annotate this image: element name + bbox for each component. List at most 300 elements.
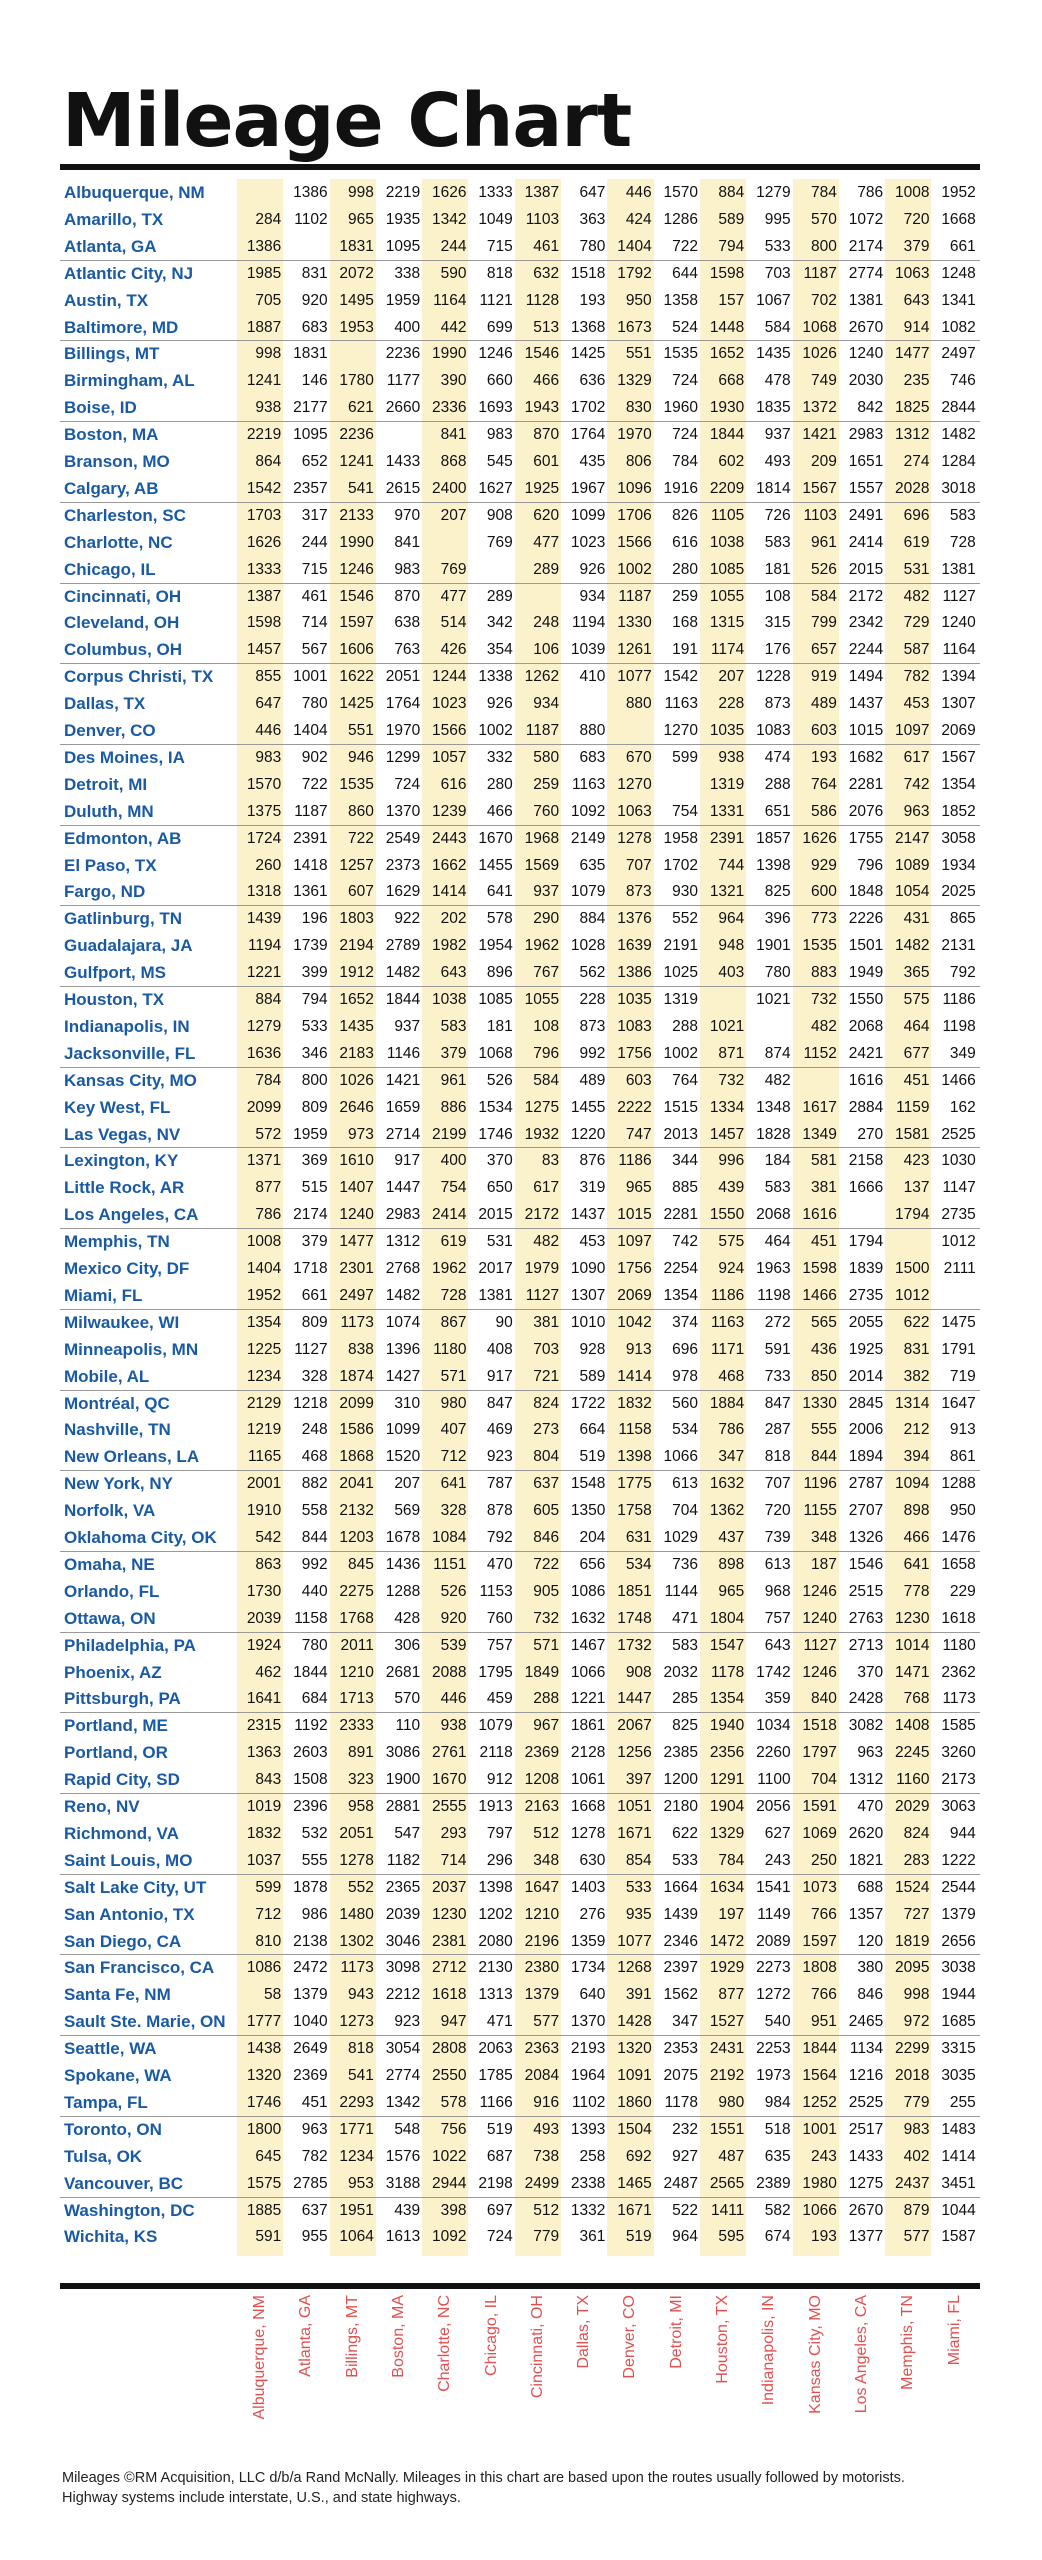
mileage-cell: 1035 <box>617 991 652 1008</box>
mileage-cell: 2670 <box>848 318 884 336</box>
mileage-cell: 2761 <box>432 1744 467 1762</box>
mileage-cell: 1878 <box>293 1878 328 1896</box>
mileage-cell: 2346 <box>663 1932 698 1950</box>
mileage-cell: 599 <box>672 748 698 766</box>
mileage-cell: 1127 <box>803 1636 837 1654</box>
mileage-cell: 724 <box>394 775 421 793</box>
mileage-cell: 1342 <box>432 210 467 228</box>
mileage-cell: 274 <box>903 453 930 470</box>
mileage-cell: 2336 <box>432 399 467 417</box>
mileage-cell: 410 <box>579 668 606 686</box>
mileage-cell: 1128 <box>525 291 560 309</box>
group-separator <box>60 1712 980 1713</box>
mileage-cell: 1428 <box>617 2013 652 2031</box>
mileage-cell: 1457 <box>246 641 282 659</box>
column-label: Houston, TX <box>714 2295 731 2384</box>
row-city: Rapid City, SD <box>64 1770 180 1790</box>
mileage-cell: 176 <box>764 641 791 659</box>
mileage-cell: 577 <box>903 2228 930 2246</box>
mileage-cell: 1792 <box>617 264 652 282</box>
mileage-cell: 2333 <box>339 1717 374 1735</box>
mileage-cell: 2431 <box>709 2040 745 2058</box>
mileage-cell: 365 <box>903 964 930 982</box>
mileage-cell: 1348 <box>756 1098 791 1116</box>
mileage-cell: 1230 <box>432 1905 467 1923</box>
mileage-cell: 891 <box>348 1744 374 1762</box>
mileage-cell: 980 <box>440 1394 467 1412</box>
mileage-cell: 288 <box>672 1017 698 1035</box>
mileage-cell: 1668 <box>941 210 976 228</box>
mileage-cell: 1394 <box>941 668 976 686</box>
mileage-cell: 929 <box>811 856 837 874</box>
mileage-cell: 1240 <box>802 1609 837 1627</box>
mileage-cell: 541 <box>348 2067 374 2084</box>
mileage-cell: 2713 <box>848 1636 884 1654</box>
mileage-cell: 923 <box>486 1448 513 1466</box>
mileage-cell: 605 <box>533 1502 560 1520</box>
row-city: San Antonio, TX <box>64 1904 195 1924</box>
mileage-cell: 838 <box>348 1340 374 1358</box>
mileage-cell: 830 <box>625 399 652 417</box>
mileage-cell: 699 <box>486 318 513 336</box>
mileage-cell: 1333 <box>246 560 282 578</box>
mileage-cell: 2209 <box>709 479 745 497</box>
mileage-cell: 1244 <box>432 668 467 686</box>
mileage-cell: 1334 <box>709 1098 745 1116</box>
mileage-cell: 519 <box>625 2228 652 2246</box>
row-city: Cincinnati, OH <box>64 586 182 606</box>
mileage-cell: 2369 <box>524 1744 560 1762</box>
mileage-cell: 724 <box>672 372 698 390</box>
mileage-cell: 446 <box>255 722 282 739</box>
mileage-cell: 1164 <box>433 291 467 309</box>
mileage-cell: 2487 <box>663 2174 698 2192</box>
mileage-cell: 1086 <box>570 1582 606 1600</box>
mileage-cell: 2147 <box>895 829 930 847</box>
column-label: Dallas, TX <box>575 2295 593 2369</box>
mileage-cell: 1332 <box>570 2201 606 2219</box>
mileage-cell: 464 <box>903 1017 930 1035</box>
mileage-cell: 860 <box>348 802 374 820</box>
mileage-cell: 935 <box>625 1905 652 1923</box>
mileage-cell: 703 <box>533 1340 560 1358</box>
mileage-cell: 1320 <box>617 2040 652 2058</box>
mileage-cell: 2128 <box>570 1744 606 1762</box>
mileage-cell: 196 <box>301 910 328 928</box>
mileage-cell: 1202 <box>478 1905 513 1923</box>
mileage-cell: 1001 <box>802 2120 837 2138</box>
mileage-cell: 1550 <box>848 991 884 1008</box>
mileage-cell: 636 <box>579 372 606 390</box>
mileage-cell: 2603 <box>293 1744 328 1762</box>
mileage-cell: 2472 <box>293 1959 328 1977</box>
mileage-cell: 1622 <box>339 668 374 686</box>
mileage-cell: 824 <box>903 1824 930 1842</box>
mileage-cell: 519 <box>579 1448 606 1466</box>
mileage-cell: 2356 <box>709 1744 745 1762</box>
mileage-cell: 876 <box>579 1152 606 1170</box>
mileage-cell: 2015 <box>478 1206 513 1224</box>
mileage-cell: 3038 <box>941 1959 976 1977</box>
footnote: Mileages ©RM Acquisition, LLC d/b/a Rand McNally. Mileages in this chart are based upon the routes usually followed by motorists. Highway systems include interstate, U.S., and state highways. <box>62 2470 905 2506</box>
mileage-cell: 1800 <box>246 2120 282 2138</box>
mileage-cell: 2380 <box>524 1959 560 1977</box>
mileage-cell: 1025 <box>663 964 698 982</box>
mileage-cell: 1524 <box>895 1878 930 1896</box>
mileage-cell: 1379 <box>524 1986 560 2004</box>
mileage-cell: 1030 <box>941 1152 976 1170</box>
mileage-cell: 2365 <box>385 1878 421 1896</box>
group-separator <box>60 260 980 261</box>
mileage-cell: 402 <box>903 2147 930 2165</box>
mileage-cell: 315 <box>764 614 791 632</box>
mileage-cell: 1546 <box>339 587 374 605</box>
mileage-cell: 2525 <box>941 1125 976 1143</box>
mileage-cell: 1591 <box>802 1798 837 1815</box>
mileage-cell: 1477 <box>895 345 930 363</box>
mileage-cell: 1471 <box>895 1663 930 1681</box>
mileage-cell: 547 <box>394 1824 421 1842</box>
mileage-cell: 1248 <box>941 264 976 282</box>
mileage-cell: 1096 <box>617 479 652 497</box>
mileage-cell: 1102 <box>572 2093 606 2111</box>
mileage-cell: 1482 <box>385 964 421 982</box>
mileage-cell: 575 <box>903 991 930 1008</box>
column-label: Atlanta, GA <box>297 2295 315 2377</box>
mileage-cell: 712 <box>440 1448 467 1466</box>
mileage-cell: 1151 <box>433 1555 467 1573</box>
mileage-cell: 938 <box>718 748 745 766</box>
mileage-cell: 1678 <box>385 1529 421 1546</box>
mileage-cell: 1934 <box>941 856 976 874</box>
mileage-cell: 1158 <box>294 1609 328 1627</box>
mileage-cell: 1849 <box>524 1663 560 1681</box>
mileage-cell: 1037 <box>246 1851 282 1869</box>
mileage-cell: 818 <box>764 1448 791 1466</box>
mileage-cell: 558 <box>301 1502 328 1520</box>
mileage-cell: 1968 <box>524 829 560 847</box>
mileage-cell: 2015 <box>848 560 884 578</box>
mileage-cell: 526 <box>811 560 837 578</box>
mileage-cell: 603 <box>811 722 837 739</box>
mileage-cell: 243 <box>811 2147 837 2165</box>
mileage-cell: 1857 <box>756 829 791 847</box>
mileage-cell: 1160 <box>896 1771 930 1789</box>
mileage-cell: 1275 <box>848 2174 884 2192</box>
mileage-cell: 2149 <box>570 829 606 847</box>
mileage-cell: 1839 <box>848 1260 884 1277</box>
column-label: Albuquerque, NM <box>251 2295 268 2420</box>
mileage-cell: 1246 <box>339 560 374 578</box>
column-label: Cincinnati, OH <box>528 2295 546 2399</box>
mileage-cell: 780 <box>301 1636 328 1654</box>
mileage-cell: 3058 <box>941 829 976 847</box>
mileage-cell: 3035 <box>941 2067 976 2084</box>
mileage-cell: 2095 <box>895 1959 930 1977</box>
mileage-cell: 1127 <box>294 1340 328 1358</box>
mileage-cell: 374 <box>672 1313 698 1331</box>
mileage-cell: 1155 <box>803 1502 837 1520</box>
mileage-cell: 2056 <box>756 1798 791 1815</box>
mileage-cell: 873 <box>764 695 791 713</box>
mileage-cell: 964 <box>718 910 745 928</box>
mileage-cell: 1819 <box>895 1932 930 1950</box>
row-city: Detroit, MI <box>64 774 148 794</box>
mileage-cell: 760 <box>486 1609 513 1627</box>
mileage-cell: 779 <box>533 2228 560 2246</box>
mileage-cell: 1647 <box>524 1878 560 1896</box>
mileage-cell: 398 <box>440 2201 467 2219</box>
mileage-cell: 1074 <box>385 1313 421 1331</box>
mileage-cell: 796 <box>533 1044 560 1062</box>
mileage-cell: 1102 <box>294 210 328 228</box>
mileage-cell: 2006 <box>848 1421 884 1439</box>
mileage-cell: 1180 <box>942 1636 976 1654</box>
column-label: Boston, MA <box>389 2295 407 2378</box>
mileage-cell: 1832 <box>617 1394 652 1412</box>
mileage-cell: 1035 <box>709 722 745 739</box>
mileage-cell: 656 <box>579 1555 606 1573</box>
mileage-cell: 1794 <box>895 1206 930 1224</box>
mileage-cell: 1910 <box>246 1502 282 1520</box>
mileage-cell: 1455 <box>570 1098 606 1116</box>
mileage-cell: 1381 <box>848 291 884 309</box>
mileage-cell: 2437 <box>895 2174 930 2192</box>
mileage-cell: 1262 <box>524 668 560 686</box>
mileage-cell: 471 <box>486 2013 513 2031</box>
mileage-cell: 2491 <box>848 506 884 524</box>
row-city: Fargo, ND <box>64 882 146 902</box>
mileage-cell: 397 <box>625 1771 652 1789</box>
mileage-cell: 1252 <box>802 2093 837 2111</box>
mileage-cell: 2281 <box>848 775 884 793</box>
row-city: Montréal, QC <box>64 1393 170 1413</box>
row-city: Gatlinburg, TN <box>64 909 183 929</box>
mileage-cell: 1844 <box>709 426 745 444</box>
mileage-cell: 1659 <box>385 1098 421 1116</box>
mileage-cell: 533 <box>301 1017 328 1035</box>
mileage-cell: 1808 <box>802 1959 837 1977</box>
mileage-cell: 705 <box>255 291 282 309</box>
mileage-cell: 2063 <box>478 2040 513 2058</box>
row-city: Boston, MA <box>64 425 159 445</box>
mileage-cell: 1671 <box>617 1824 652 1842</box>
mileage-cell: 1171 <box>710 1340 745 1358</box>
mileage-cell: 873 <box>625 883 652 901</box>
mileage-cell: 1178 <box>710 1663 745 1681</box>
row-city: New Orleans, LA <box>64 1447 200 1467</box>
mileage-cell: 1354 <box>663 1286 698 1304</box>
row-city: Norfolk, VA <box>64 1501 156 1521</box>
mileage-cell: 688 <box>857 1878 884 1896</box>
mileage-cell: 1435 <box>756 345 791 363</box>
mileage-cell: 810 <box>255 1932 282 1950</box>
mileage-cell: 1396 <box>385 1340 421 1358</box>
mileage-cell: 534 <box>625 1555 652 1573</box>
mileage-cell: 1386 <box>617 964 652 982</box>
mileage-cell: 1758 <box>617 1502 652 1520</box>
mileage-cell: 732 <box>718 1071 745 1089</box>
mileage-cell: 1103 <box>803 506 837 524</box>
mileage-cell: 1063 <box>895 264 930 282</box>
mileage-cell: 998 <box>903 1986 930 2004</box>
mileage-cell: 289 <box>533 560 560 578</box>
mileage-cell: 2400 <box>432 479 467 497</box>
mileage-cell: 428 <box>394 1609 421 1627</box>
mileage-cell: 983 <box>394 560 421 578</box>
mileage-cell: 831 <box>903 1340 930 1358</box>
row-city: Columbus, OH <box>64 640 183 660</box>
row-city: Guadalajara, JA <box>64 936 193 956</box>
mileage-cell: 877 <box>255 1179 282 1197</box>
mileage-cell: 1550 <box>709 1206 745 1224</box>
mileage-cell: 1270 <box>617 775 652 793</box>
row-city: Oklahoma City, OK <box>64 1528 217 1547</box>
mileage-cell: 293 <box>440 1824 467 1842</box>
mileage-cell: 1949 <box>848 964 884 982</box>
mileage-cell: 769 <box>440 560 467 578</box>
mileage-cell: 471 <box>672 1609 698 1627</box>
mileage-cell: 1954 <box>478 937 513 955</box>
mileage-cell: 651 <box>764 802 791 820</box>
mileage-cell: 2315 <box>246 1717 282 1735</box>
mileage-cell: 638 <box>394 614 421 632</box>
mileage-cell: 1652 <box>339 991 374 1008</box>
mileage-cell: 1331 <box>709 802 745 820</box>
mileage-cell: 2163 <box>524 1798 560 1815</box>
mileage-cell: 1848 <box>848 883 884 901</box>
mileage-cell: 668 <box>718 372 745 390</box>
page-title: Mileage Chart <box>62 78 632 164</box>
row-city: Key West, FL <box>64 1097 171 1117</box>
mileage-cell: 1542 <box>246 479 282 497</box>
mileage-cell: 583 <box>672 1636 698 1654</box>
mileage-cell: 442 <box>440 318 467 336</box>
mileage-cell: 590 <box>440 264 467 282</box>
row-city: Birmingham, AL <box>64 371 195 391</box>
mileage-cell: 1418 <box>293 856 328 874</box>
mileage-cell: 184 <box>764 1152 791 1170</box>
mileage-cell: 1407 <box>339 1179 374 1197</box>
mileage-cell: 1379 <box>293 1986 328 2004</box>
mileage-cell: 1970 <box>617 426 652 444</box>
mileage-cell: 950 <box>949 1502 976 1520</box>
mileage-cell: 601 <box>533 453 560 470</box>
mileage-cell: 831 <box>301 264 328 282</box>
mileage-cell: 2037 <box>432 1878 467 1896</box>
mileage-cell: 390 <box>440 372 467 390</box>
mileage-cell: 323 <box>348 1771 374 1789</box>
group-separator <box>60 663 980 664</box>
mileage-cell: 1034 <box>756 1717 791 1735</box>
mileage-cell: 1375 <box>246 802 282 820</box>
mileage-cell: 1404 <box>293 722 328 739</box>
mileage-cell: 1437 <box>570 1206 606 1224</box>
mileage-cell: 1480 <box>339 1905 374 1923</box>
mileage-cell: 1828 <box>756 1125 791 1143</box>
mileage-cell: 963 <box>301 2120 328 2138</box>
mileage-cell: 181 <box>486 1017 513 1035</box>
mileage-cell: 917 <box>394 1152 421 1170</box>
mileage-cell: 1127 <box>525 1286 560 1304</box>
mileage-cell: 489 <box>811 695 837 713</box>
mileage-cell: 273 <box>533 1421 560 1439</box>
mileage-cell: 754 <box>672 802 698 820</box>
mileage-cell: 2844 <box>941 399 976 417</box>
mileage-cell: 1028 <box>570 937 606 955</box>
mileage-cell: 2017 <box>478 1260 513 1277</box>
mileage-cell: 714 <box>301 614 328 632</box>
group-separator <box>60 1147 980 1148</box>
mileage-cell: 1466 <box>802 1286 837 1304</box>
row-city: San Diego, CA <box>64 1931 182 1951</box>
mileage-cell: 531 <box>486 1233 513 1251</box>
mileage-cell: 280 <box>672 560 698 578</box>
mileage-cell: 1404 <box>246 1260 282 1277</box>
mileage-cell: 635 <box>579 856 606 874</box>
mileage-cell: 1002 <box>617 560 652 578</box>
group-separator <box>60 2116 980 2117</box>
mileage-cell: 120 <box>857 1932 884 1950</box>
mileage-cell: 1221 <box>570 1690 606 1708</box>
mileage-cell: 1476 <box>941 1529 976 1546</box>
row-city: Spokane, WA <box>64 2066 172 2085</box>
mileage-cell: 423 <box>903 1152 930 1170</box>
mileage-cell: 583 <box>764 533 791 551</box>
mileage-cell: 1979 <box>524 1260 560 1277</box>
column-label: Los Angeles, CA <box>852 2295 870 2414</box>
mileage-cell: 720 <box>903 210 930 228</box>
mileage-cell: 1159 <box>896 1098 930 1116</box>
mileage-cell: 1814 <box>756 479 791 497</box>
mileage-cell: 1084 <box>432 1529 467 1546</box>
mileage-cell: 110 <box>395 1717 421 1735</box>
mileage-cell: 1210 <box>524 1905 560 1923</box>
mileage-cell: 780 <box>301 695 328 713</box>
mileage-cell: 736 <box>672 1555 698 1573</box>
mileage-cell: 715 <box>301 560 328 578</box>
mileage-cell: 1632 <box>709 1475 745 1493</box>
mileage-cell: 1291 <box>709 1771 745 1789</box>
mileage-cell: 1186 <box>710 1286 745 1304</box>
group-separator <box>60 1309 980 1310</box>
mileage-cell: 270 <box>857 1125 884 1143</box>
mileage-cell: 157 <box>718 291 745 309</box>
mileage-cell: 1186 <box>618 1152 652 1170</box>
mileage-cell: 1985 <box>246 264 282 282</box>
row-city: Atlanta, GA <box>64 236 157 256</box>
mileage-cell: 207 <box>440 506 467 524</box>
mileage-cell: 2075 <box>663 2067 698 2084</box>
mileage-cell: 439 <box>718 1179 745 1197</box>
mileage-cell: 407 <box>440 1421 467 1439</box>
mileage-cell: 912 <box>486 1771 513 1789</box>
mileage-cell: 1732 <box>617 1636 652 1654</box>
mileage-cell: 1501 <box>848 937 884 955</box>
mileage-cell: 1466 <box>941 1071 976 1089</box>
mileage-cell: 589 <box>579 1367 606 1385</box>
mileage-cell: 617 <box>903 748 930 766</box>
mileage-cell: 902 <box>301 748 328 766</box>
mileage-cell: 1527 <box>709 2013 745 2031</box>
mileage-cell: 809 <box>301 1098 328 1116</box>
mileage-cell: 583 <box>764 1179 791 1197</box>
mileage-cell: 1925 <box>848 1340 884 1358</box>
mileage-cell: 826 <box>672 506 698 524</box>
row-city: Portland, OR <box>64 1743 168 1763</box>
mileage-cell: 540 <box>764 2013 791 2031</box>
mileage-cell: 787 <box>486 1475 513 1493</box>
